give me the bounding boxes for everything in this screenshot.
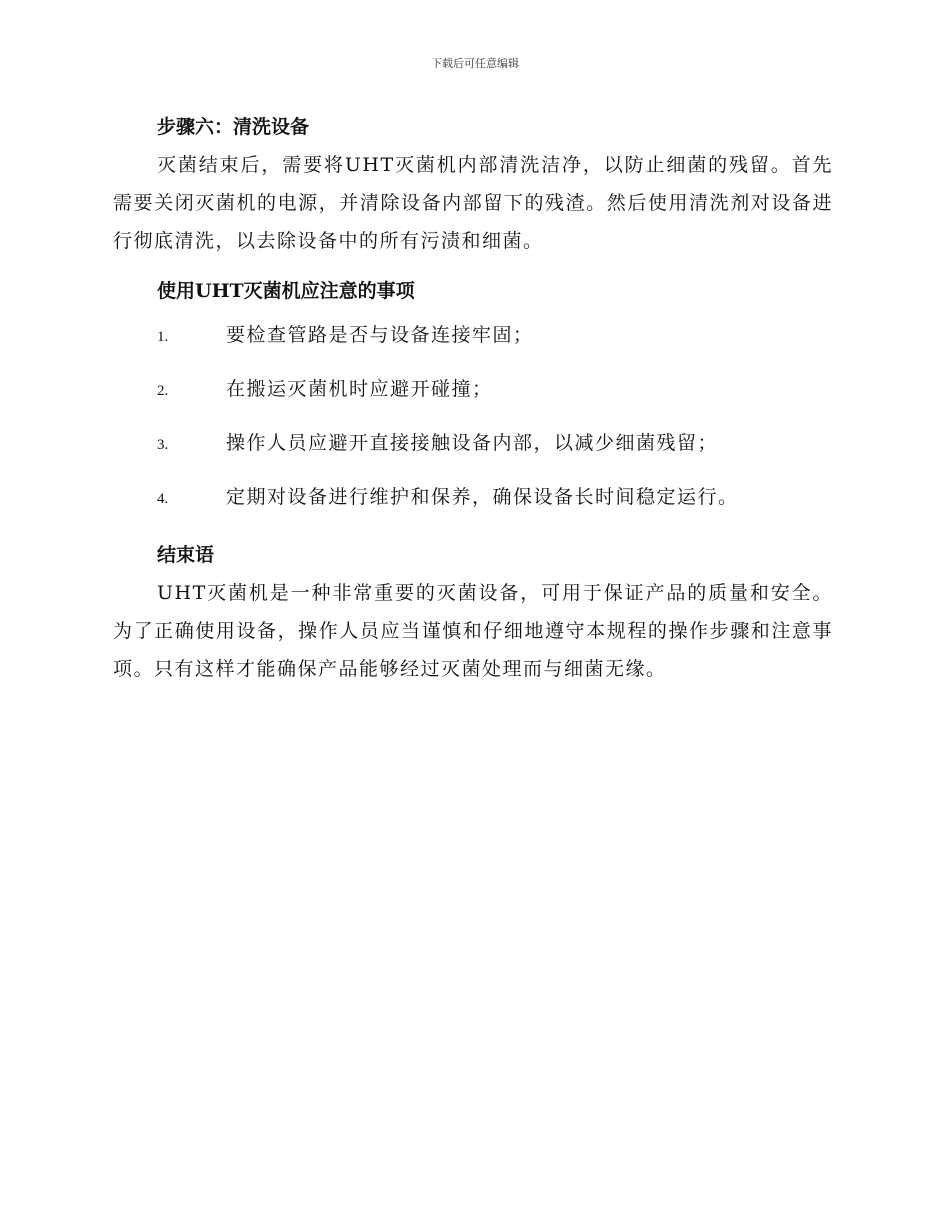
- list-item-number: 1.: [157, 329, 169, 345]
- spacer: [113, 260, 833, 272]
- list-item-text: 在搬运灭菌机时应避开碰撞；: [226, 378, 493, 400]
- list-item-text: 定期对设备进行维护和保养，确保设备长时间稳定运行。: [226, 486, 739, 508]
- list-item-number: 2.: [157, 383, 169, 399]
- step6-paragraph: 灭菌结束后，需要将UHT灭菌机内部清洗洁净，以防止细菌的残留。首先需要关闭灭菌机的电源，并清除设备内部留下的残渣。然后使用清洗剂对设备进行彻底清洗，以去除设备中的所有污渍和细菌。: [113, 154, 833, 252]
- list-item-number: 4.: [157, 491, 169, 507]
- list-item-text: 操作人员应避开直接接触设备内部，以减少细菌残留；: [226, 432, 719, 454]
- list-item-number: 3.: [157, 437, 169, 453]
- list-item-text: 要检查管路是否与设备连接牢固；: [226, 324, 534, 346]
- list-item: [113, 370, 833, 424]
- conclusion-paragraph: UHT灭菌机是一种非常重要的灭菌设备，可用于保证产品的质量和安全。为了正确使用设备，操作人员应当谨慎和仔细地遵守本规程的操作步骤和注意事项。只有这样才能确保产品能够经过灭菌处理而与细菌无缘。: [113, 582, 833, 680]
- list-item: [113, 316, 833, 370]
- notes-heading: 使用UHT灭菌机应注意的事项: [157, 280, 415, 302]
- list-item: [113, 424, 833, 478]
- document-body: [113, 108, 833, 688]
- notes-list: [113, 316, 833, 532]
- step6-heading: 步骤六：清洗设备: [157, 116, 310, 138]
- page-header: 下载后可任意编辑: [431, 57, 519, 70]
- list-item: [113, 478, 833, 532]
- conclusion-heading: 结束语: [157, 544, 215, 566]
